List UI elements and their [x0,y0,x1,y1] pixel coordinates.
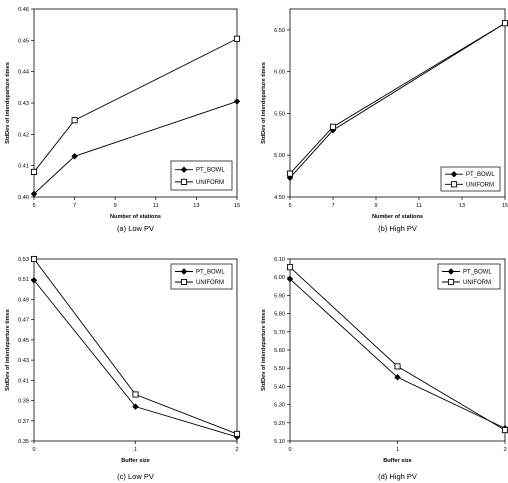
y-axis-label: StdDev of interdeparture times [261,309,267,391]
legend-label: PT_BOWL [463,269,492,276]
data-point-uniform [502,427,507,432]
y-tick-label: 0.43 [18,358,29,365]
panel-caption: (c) Low PV [117,472,154,481]
data-point-uniform [234,36,239,41]
chart-panel-4 [261,257,508,481]
y-tick-label: 0.39 [18,398,29,405]
data-point-uniform [31,169,36,174]
y-tick-label: 0.40 [18,195,29,201]
y-tick-label: 0.45 [18,337,29,344]
x-tick-label: 0 [288,447,292,453]
legend-label: UNIFORM [466,182,494,189]
series-line-uniform [290,23,505,173]
x-tick-label: 5 [288,203,292,209]
y-tick-label: 0.53 [18,257,29,263]
legend-marker-square [181,279,186,284]
y-tick-label: 5.60 [274,348,285,354]
legend [441,167,500,191]
legend-marker-square [451,182,456,187]
x-axis-label: Buffer size [383,458,412,464]
y-tick-label: 5.20 [274,420,285,427]
y-tick-label: 5.50 [274,366,285,373]
x-tick-label: 7 [331,203,335,209]
y-tick-label: 6.10 [274,257,285,263]
legend-label: UNIFORM [196,280,224,286]
y-tick-label: 5.70 [274,329,285,336]
data-point-uniform [234,431,239,436]
y-tick-label: 6.00 [274,275,285,282]
x-tick-label: 2 [503,447,507,453]
legend-label: UNIFORM [463,280,491,286]
series-line-pt-bowl [290,279,505,428]
panel-caption: (a) Low PV [116,224,155,233]
x-tick-label: 0 [32,447,36,453]
y-tick-label: 5.40 [274,384,285,391]
y-tick-label: 6.00 [274,69,285,76]
y-tick-label: 5.50 [274,111,285,118]
y-tick-label: 0.42 [18,132,29,139]
data-point-uniform [31,256,36,261]
series-line-pt-bowl [34,280,237,437]
x-tick-label: 15 [233,203,241,209]
y-tick-label: 0.46 [18,7,29,13]
y-tick-label: 5.30 [274,402,285,409]
x-axis-label: Buffer size [121,458,150,464]
y-tick-label: 5.00 [274,153,285,160]
data-point-uniform [72,118,77,123]
y-axis-label: StdDev of interdeparture times [261,62,267,144]
x-tick-label: 2 [235,447,239,453]
y-tick-label: 0.45 [18,38,29,45]
data-point-uniform [287,265,292,270]
x-tick-label: 7 [73,203,77,209]
panel-caption: (b) High PV [378,224,417,233]
y-tick-label: 0.37 [18,418,29,425]
x-tick-label: 1 [133,447,138,453]
legend-label: PT_BOWL [196,167,225,174]
data-point-uniform [395,364,400,369]
legend-label: UNIFORM [196,179,224,186]
data-point-uniform [287,171,292,176]
x-axis-label: Number of stations [110,214,161,220]
data-point-uniform [330,124,335,129]
y-axis-label: StdDev of interdeparture times [5,62,11,144]
legend [171,161,232,190]
y-tick-label: 0.41 [18,378,29,385]
data-point-uniform [502,21,507,26]
x-tick-label: 15 [501,203,508,209]
x-tick-label: 9 [113,203,117,209]
x-tick-label: 13 [193,203,200,209]
panel-caption: (d) High PV [378,472,417,481]
chart-panel-1 [5,7,240,233]
x-tick-label: 11 [416,203,422,209]
y-tick-label: 5.10 [274,439,285,445]
series-line-pt-bowl [290,23,505,178]
y-tick-label: 0.49 [18,297,29,304]
y-tick-label: 0.47 [18,317,29,324]
legend [438,264,500,289]
x-tick-label: 11 [152,203,159,209]
series-line-uniform [34,39,237,172]
y-tick-label: 4.50 [274,195,285,201]
x-tick-label: 13 [458,203,466,209]
legend-marker-square [181,179,186,184]
y-tick-label: 0.51 [18,277,29,284]
y-tick-label: 0.43 [18,101,29,107]
y-tick-label: 5.90 [274,293,285,300]
series-line-uniform [290,267,505,430]
legend-label: PT_BOWL [196,269,225,276]
data-point-uniform [133,392,138,397]
x-tick-label: 9 [374,203,378,209]
legend [171,264,232,289]
y-tick-label: 0.44 [18,69,29,76]
x-tick-label: 1 [395,447,400,453]
x-axis-label: Number of stations [372,214,423,220]
chart-panel-2 [261,9,508,233]
x-tick-label: 5 [32,203,36,209]
legend-label: PT_BOWL [466,172,495,179]
data-point-pt-bowl [234,99,240,105]
chart-panel-3 [5,256,240,481]
y-tick-label: 6.50 [274,27,285,34]
legend-marker-square [448,279,453,284]
y-tick-label: 5.80 [274,311,285,318]
y-axis-label: StdDev of interdeparture times [5,309,11,391]
y-tick-label: 0.35 [18,439,29,445]
y-tick-label: 0.41 [18,163,29,170]
